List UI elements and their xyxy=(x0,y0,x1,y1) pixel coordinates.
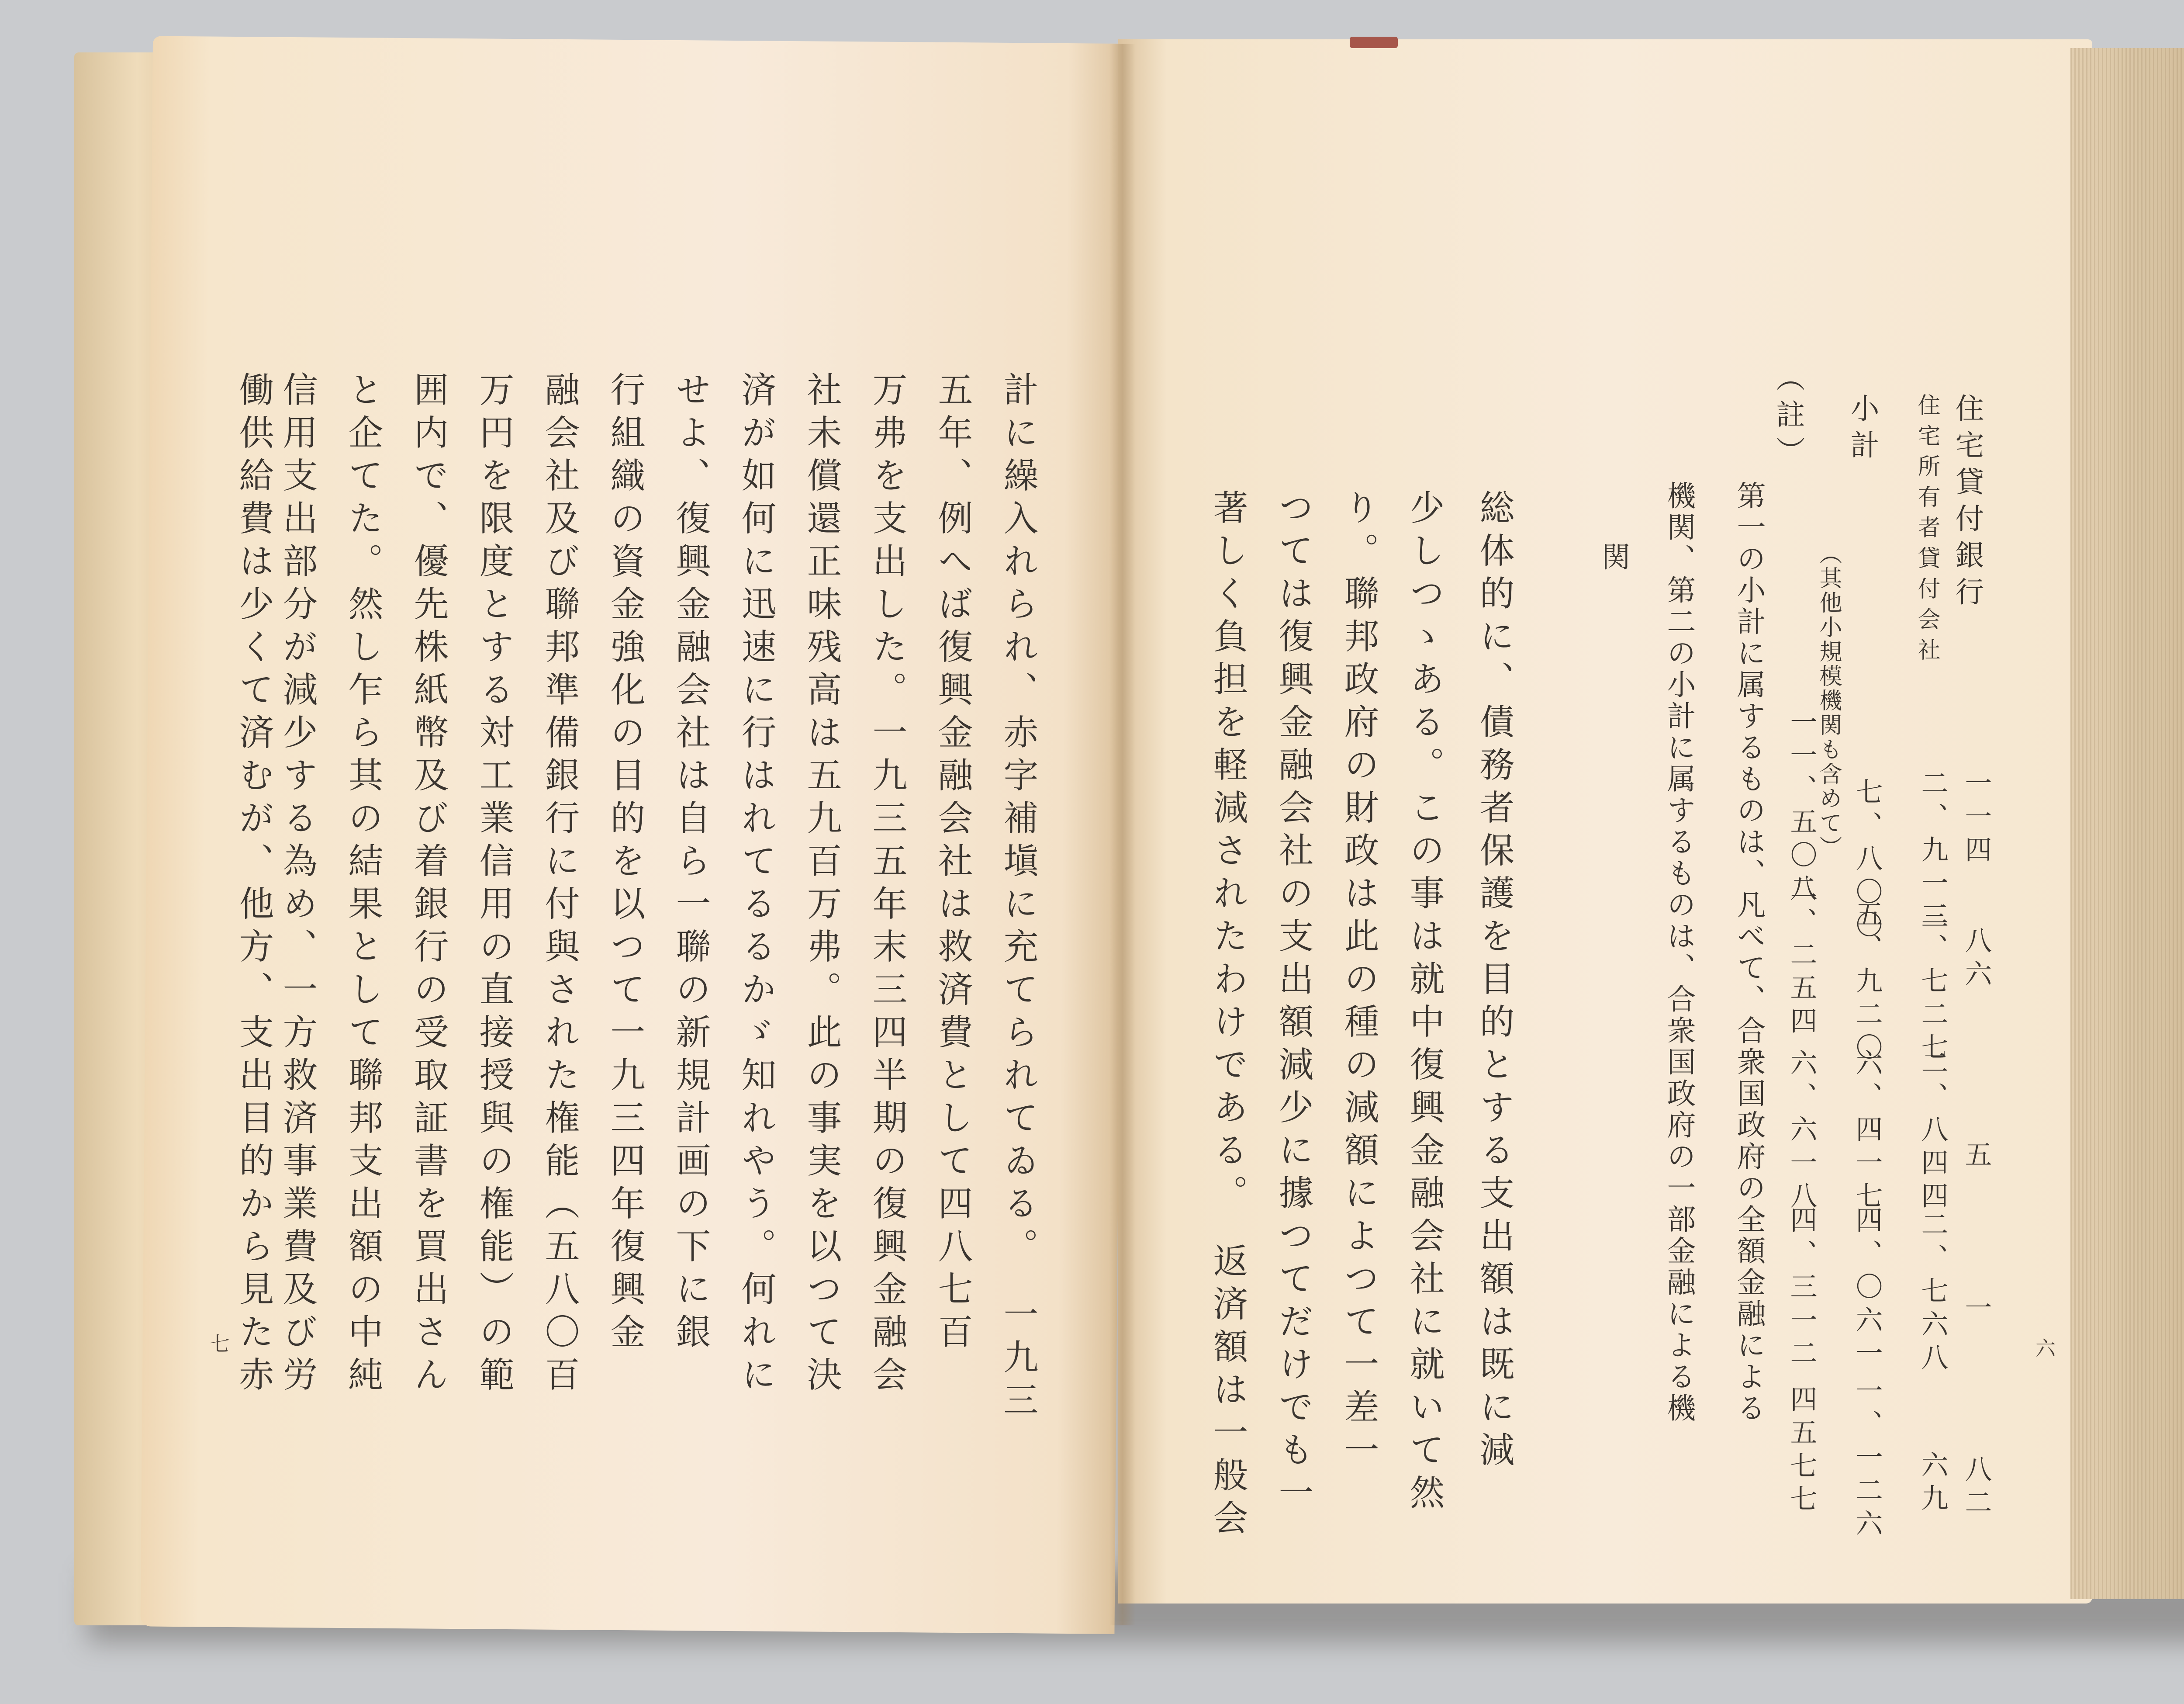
left-column-5: 済が如何に迅速に行はれてるるかゞ知れやう。何れに xyxy=(736,371,776,1399)
table-cell: 一 xyxy=(1960,1293,1992,1326)
table-cell: 八六 xyxy=(1960,926,1992,993)
note-line: 機関、第二の小計に属するものは、合衆国政府の一部金融による機 xyxy=(1662,481,1696,1424)
left-page-number: 七 xyxy=(210,1332,230,1356)
table-row-label: 小計 xyxy=(1845,393,1879,467)
table-cell: 八二 xyxy=(1960,1455,1992,1521)
left-column-11: と企てた。然し乍ら其の結果として聯邦支出額の中純 xyxy=(342,371,383,1399)
left-column-8: 融会社及び聯邦準備銀行に付與された権能（五八〇百 xyxy=(539,371,580,1399)
table-cell: 二、八四四 xyxy=(1917,1049,1949,1215)
table-cell: 六、六一八 xyxy=(1786,1049,1818,1215)
left-column-7: 行組織の資金強化の目的を以つて一九三四年復興金 xyxy=(605,371,645,1356)
bookmark-ribbon xyxy=(1350,37,1398,48)
table-row-note: （其他小規模機関も含めて） xyxy=(1815,542,1842,860)
table-cell: 四、三一二 xyxy=(1786,1206,1818,1372)
table-cell: 八、二五四 xyxy=(1786,874,1818,1040)
right-column-2: 少しつゝある。この事は就中復興金融会社に就いて然 xyxy=(1404,489,1444,1517)
table-cell: 一、一二六 xyxy=(1851,1376,1883,1542)
table-row-label: 住宅所有者貸付会社 xyxy=(1914,393,1940,668)
left-column-1: 計に繰入れられ、赤字補塡に充てられてゐる。 一九三 xyxy=(998,371,1038,1424)
right-column-4: つては復興金融会社の支出額減少に據つてだけでも一 xyxy=(1273,489,1313,1517)
note-line: 第一の小計に属するものは、凡べて、合衆国政府の全額金融による xyxy=(1732,481,1766,1424)
left-column-10: 囲内で、優先株紙幣及び着銀行の受取証書を買出さん xyxy=(408,371,449,1399)
table-row-label: 住宅貸付銀行 xyxy=(1950,393,1984,613)
table-cell: 六九 xyxy=(1917,1451,1949,1517)
note-label: （註） xyxy=(1771,363,1805,473)
note-line: 関 xyxy=(1597,542,1630,578)
left-column-6: せよ、復興金融会社は自ら一聯の新規計画の下に銀 xyxy=(670,371,711,1356)
left-column-4: 社未償還正味残高は五九百万弗。此の事実を以つて決 xyxy=(801,371,842,1399)
right-column-1: 総体的に、債務者保護を目的とする支出額は既に減 xyxy=(1474,489,1514,1474)
left-column-2: 五年、例へば復興金融会社は救済費として四八七百 xyxy=(932,371,973,1356)
table-cell: 五 xyxy=(1960,1140,1992,1174)
left-column-12: 信用支出部分が減少する為め、一方救済事業費及び労 xyxy=(277,371,318,1399)
table-cell: 六、四一七 xyxy=(1851,1049,1883,1215)
table-cell: 一一、五〇二 xyxy=(1786,708,1818,907)
left-column-13: 働供給費は少くて済むが、他方、支出目的から見た赤 xyxy=(233,371,274,1399)
right-column-3: り。聯邦政府の財政は此の種の減額によつて一差一 xyxy=(1338,489,1379,1474)
table-cell: 四五七七 xyxy=(1786,1385,1818,1518)
table-cell: 二、九一三 xyxy=(1917,769,1949,935)
right-page-number: 六 xyxy=(2035,1337,2056,1360)
right-column-5: 著しく負担を軽減されたわけである。 返済額は一般会 xyxy=(1207,489,1248,1542)
table-cell: 二、七六八 xyxy=(1917,1210,1949,1376)
table-cell: 一一四 xyxy=(1960,769,1992,869)
right-page-stack xyxy=(2070,48,2184,1599)
book-gutter xyxy=(1109,44,1136,1625)
table-cell: 二、七二七 xyxy=(1917,900,1949,1066)
table-cell: 五、九二〇 xyxy=(1851,900,1883,1066)
left-column-3: 万弗を支出した。一九三五年末三四半期の復興金融会 xyxy=(867,371,907,1399)
table-cell: 七、八〇〇 xyxy=(1851,778,1883,944)
left-column-9: 万円を限度とする対工業信用の直接授與の権能）の範 xyxy=(473,371,514,1399)
table-cell: 四、〇六一 xyxy=(1851,1206,1883,1372)
